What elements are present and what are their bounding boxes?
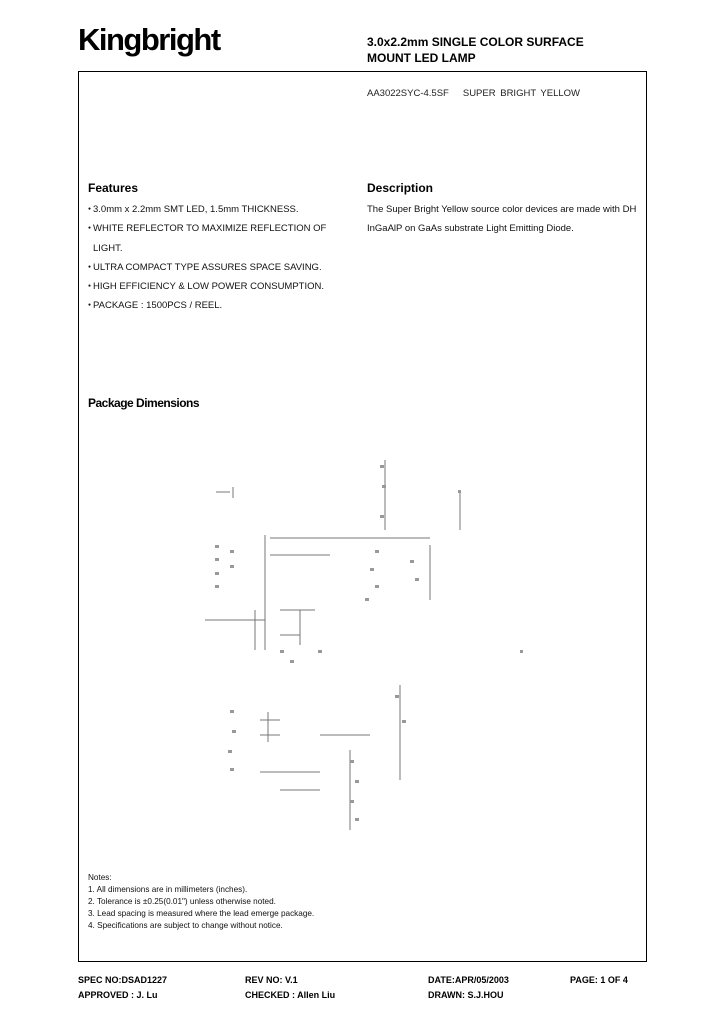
feature-item: ● HIGH EFFICIENCY & LOW POWER CONSUMPTION.	[88, 277, 358, 296]
part-number: AA3022SYC-4.5SF	[367, 88, 449, 99]
title-line-1: 3.0x2.2mm SINGLE COLOR SURFACE	[367, 35, 584, 49]
features-list	[88, 200, 358, 316]
note-item: 2. Tolerance is ±0.25(0.01") unless otherwise noted.	[88, 896, 276, 906]
approved-by: APPROVED : J. Lu	[78, 990, 158, 1000]
description-heading: Description	[367, 181, 434, 195]
spec-number: SPEC NO:DSAD1227	[78, 975, 168, 985]
title-line-2: MOUNT LED LAMP	[367, 51, 476, 65]
document-date: DATE:APR/05/2003	[428, 975, 509, 985]
kingbright-logo: Kingbright	[78, 22, 220, 57]
document-title	[367, 34, 627, 66]
checked-by: CHECKED : Allen Liu	[245, 990, 336, 1000]
note-item: 3. Lead spacing is measured where the lead emerge package.	[88, 908, 315, 918]
feature-item: ● WHITE REFLECTOR TO MAXIMIZE REFLECTION OF LIGHT.	[88, 219, 358, 258]
description-text: The Super Bright Yellow source color devices are made with DH InGaAlP on GaAs substrate Light Emitting Diode.	[367, 204, 637, 235]
part-line	[367, 88, 580, 99]
package-drawing	[190, 450, 540, 840]
page-number: PAGE: 1 OF 4	[570, 975, 628, 985]
feature-item: ● ULTRA COMPACT TYPE ASSURES SPACE SAVING.	[88, 258, 358, 277]
drawn-by: DRAWN: S.J.HOU	[428, 990, 504, 1000]
part-color: SUPER BRIGHT YELLOW	[462, 88, 581, 99]
note-item: 1. All dimensions are in millimeters (inches).	[88, 884, 248, 894]
features-heading: Features	[88, 181, 139, 195]
notes-heading: Notes:	[88, 873, 112, 882]
revision-number: REV NO: V.1	[245, 975, 298, 985]
notes-section	[88, 872, 314, 932]
note-item: 4. Specifications are subject to change without notice.	[88, 920, 283, 930]
package-dimensions-heading: Package Dimensions	[88, 396, 200, 410]
feature-item: ● PACKAGE : 1500PCS / REEL.	[88, 296, 358, 315]
feature-item: ● 3.0mm x 2.2mm SMT LED, 1.5mm THICKNESS.	[88, 200, 358, 219]
